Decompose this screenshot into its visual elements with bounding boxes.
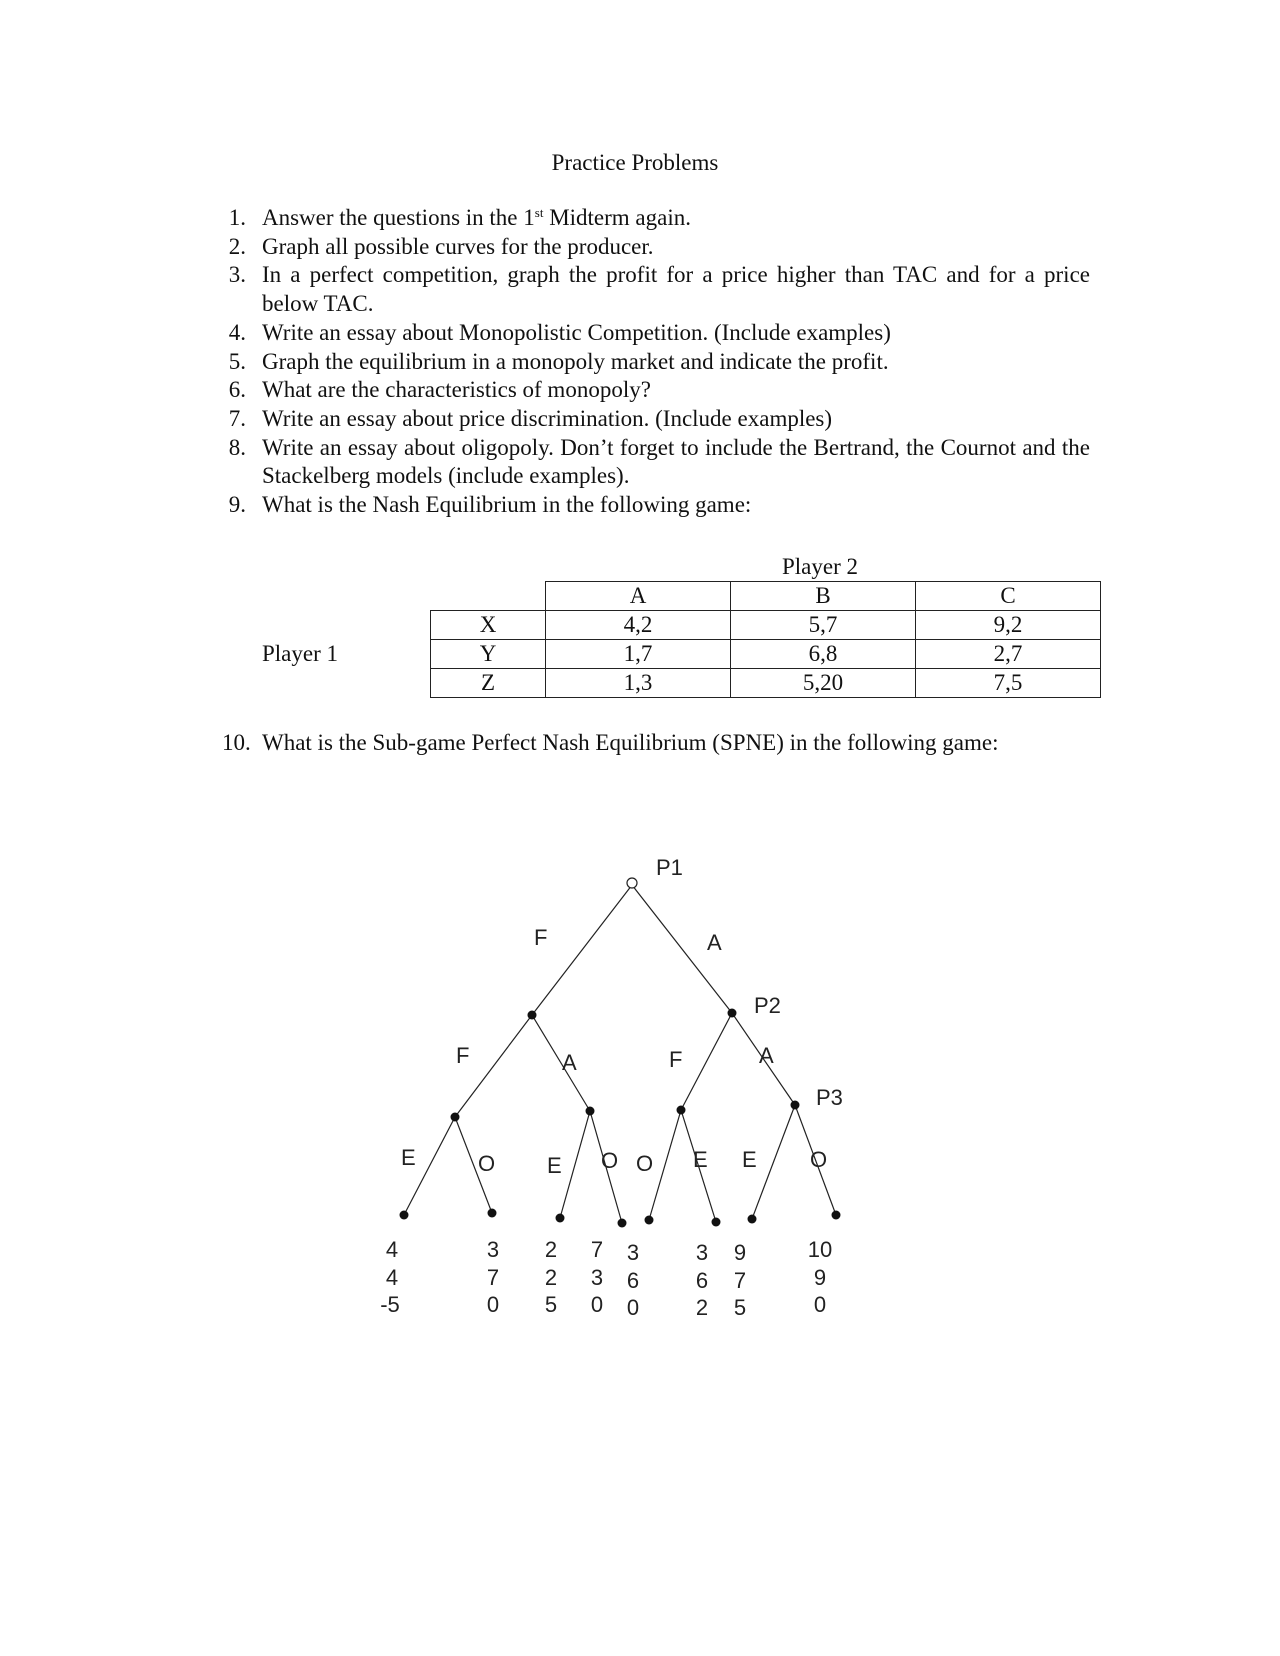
payoff-cell: 5,20: [731, 669, 916, 698]
problem-item: [222, 348, 1090, 377]
payoff-value: 4: [385, 1265, 399, 1290]
problem-item: [222, 405, 1090, 434]
edge-label: O: [601, 1148, 619, 1173]
empty-corner-cell: [431, 582, 546, 611]
problem-text-part: Answer the questions in the 1: [262, 205, 535, 230]
payoff-value: 9: [733, 1240, 747, 1265]
problem-text: What is the Nash Equilibrium in the following game:: [262, 492, 752, 518]
tree-edge: [681, 1013, 732, 1110]
decision-node: [677, 1106, 686, 1115]
problem-list: [222, 204, 1090, 520]
edge-label: O: [810, 1147, 828, 1172]
payoff-value: 0: [590, 1292, 604, 1317]
payoff-value: 7: [486, 1265, 500, 1290]
payoff-value: 5: [733, 1295, 747, 1320]
column-header: A: [546, 582, 731, 611]
page-title: Practice Problems: [551, 150, 719, 175]
payoff-value: 2: [695, 1295, 709, 1320]
payoff-value: 0: [626, 1295, 640, 1320]
terminal-node: [400, 1211, 409, 1220]
row-header: X: [431, 611, 546, 640]
problem-text: In a perfect competition, graph the profit for a price higher than TAC and for a price below TAC.: [262, 262, 1090, 317]
payoff-value: 5: [544, 1292, 558, 1317]
payoff-value: 3: [695, 1240, 709, 1265]
terminal-node: [712, 1218, 721, 1227]
player-2-label: Player 2: [781, 554, 858, 579]
edge-label: O: [636, 1151, 654, 1176]
root-node: [627, 878, 637, 888]
decision-node: [728, 1009, 737, 1018]
column-header: C: [916, 582, 1101, 611]
decision-node: [528, 1011, 537, 1020]
edge-label: E: [742, 1147, 757, 1172]
payoff-value: 0: [486, 1292, 500, 1317]
payoff-value: 6: [626, 1268, 640, 1293]
payoff-value: 3: [486, 1237, 500, 1262]
edge-label: E: [547, 1153, 562, 1178]
payoff-value: 7: [590, 1237, 604, 1262]
terminal-node: [748, 1215, 757, 1224]
payoff-matrix: [430, 581, 1101, 698]
problem-text: [262, 204, 1090, 233]
problem-item: [222, 376, 1090, 405]
problem-item: [222, 204, 1090, 233]
terminal-node: [488, 1209, 497, 1218]
payoff-cell: 6,8: [731, 640, 916, 669]
payoff-value: 9: [813, 1265, 827, 1290]
payoff-cell: 9,2: [916, 611, 1101, 640]
terminal-node: [645, 1216, 654, 1225]
problem-item: [222, 233, 1090, 262]
tree-edge: [532, 885, 632, 1015]
problem-text: Write an essay about Monopolistic Competition. (Include examples): [262, 319, 891, 345]
problem-number: 4.: [228, 319, 246, 345]
payoff-cell: 1,3: [546, 669, 731, 698]
tree-edge: [560, 1111, 590, 1218]
problem-item: [222, 319, 1090, 348]
terminal-node: [832, 1211, 841, 1220]
payoff-cell: 4,2: [546, 611, 731, 640]
player-1-label: Player 1: [262, 641, 339, 666]
edge-label: E: [693, 1147, 708, 1172]
edge-label: O: [478, 1151, 496, 1176]
payoff-value: -5: [380, 1292, 400, 1317]
problem-number: 10.: [222, 730, 251, 755]
problem-text-part: Midterm again.: [543, 205, 691, 230]
edge-label: F: [456, 1043, 470, 1068]
problem-number: 9.: [228, 492, 246, 518]
edge-label: E: [401, 1145, 416, 1170]
edge-label: A: [707, 930, 722, 955]
payoff-value: 3: [590, 1265, 604, 1290]
problem-text: Graph all possible curves for the producer.: [262, 233, 654, 259]
payoff-group: [380, 1237, 832, 1320]
decision-node: [586, 1107, 595, 1116]
payoff-value: 2: [544, 1265, 558, 1290]
player-label: P1: [656, 855, 683, 880]
player-label: P3: [816, 1085, 843, 1110]
payoff-value: 4: [385, 1237, 399, 1262]
problem-text: Write an essay about price discrimination. (Include examples): [262, 405, 833, 431]
game-tree-diagram: [300, 795, 970, 1355]
column-header: B: [731, 582, 916, 611]
table-row: [431, 640, 1101, 669]
problem-item: [222, 261, 1090, 318]
payoff-value: 6: [695, 1268, 709, 1293]
problem-number: 7.: [228, 405, 246, 431]
payoff-value: 3: [626, 1240, 640, 1265]
decision-node: [451, 1113, 460, 1122]
edge-label: A: [562, 1050, 577, 1075]
payoff-cell: 7,5: [916, 669, 1101, 698]
problem-number: 8.: [228, 434, 246, 460]
decision-node: [791, 1101, 800, 1110]
edge-label: F: [534, 925, 548, 950]
payoff-value: 2: [544, 1237, 558, 1262]
problem-number: 2.: [228, 233, 246, 259]
table-row: [431, 669, 1101, 698]
payoff-cell: 2,7: [916, 640, 1101, 669]
problem-item: [222, 491, 1090, 520]
payoff-cell: 5,7: [731, 611, 916, 640]
tree-edge: [649, 1110, 681, 1220]
terminal-node: [618, 1219, 627, 1228]
row-header: Z: [431, 669, 546, 698]
edge-label: A: [759, 1043, 774, 1068]
problem-item: [222, 730, 999, 756]
problem-number: 1.: [228, 205, 246, 230]
problem-item: [222, 434, 1090, 491]
table-row: [431, 611, 1101, 640]
payoff-value: 0: [813, 1292, 827, 1317]
problem-text: Write an essay about oligopoly. Don’t forget to include the Bertrand, the Cournot and the Stackelberg models (include examples).: [262, 434, 1090, 489]
problem-text: Graph the equilibrium in a monopoly market and indicate the profit.: [262, 348, 889, 374]
problem-text: What is the Sub-game Perfect Nash Equilibrium (SPNE) in the following game:: [262, 730, 999, 755]
payoff-value: 7: [733, 1268, 747, 1293]
table-row: [431, 582, 1101, 611]
problem-number: 6.: [228, 377, 246, 403]
problem-number: 3.: [228, 262, 246, 288]
edge-label: F: [669, 1047, 683, 1072]
problem-number: 5.: [228, 348, 246, 374]
tree-edge: [532, 1015, 590, 1111]
tree-edge: [752, 1105, 795, 1219]
row-header: Y: [431, 640, 546, 669]
terminal-node: [556, 1214, 565, 1223]
payoff-cell: 1,7: [546, 640, 731, 669]
superscript: st: [534, 205, 544, 220]
player-label: P2: [754, 993, 781, 1018]
payoff-value: 10: [807, 1237, 833, 1262]
problem-text: What are the characteristics of monopoly?: [262, 377, 651, 403]
